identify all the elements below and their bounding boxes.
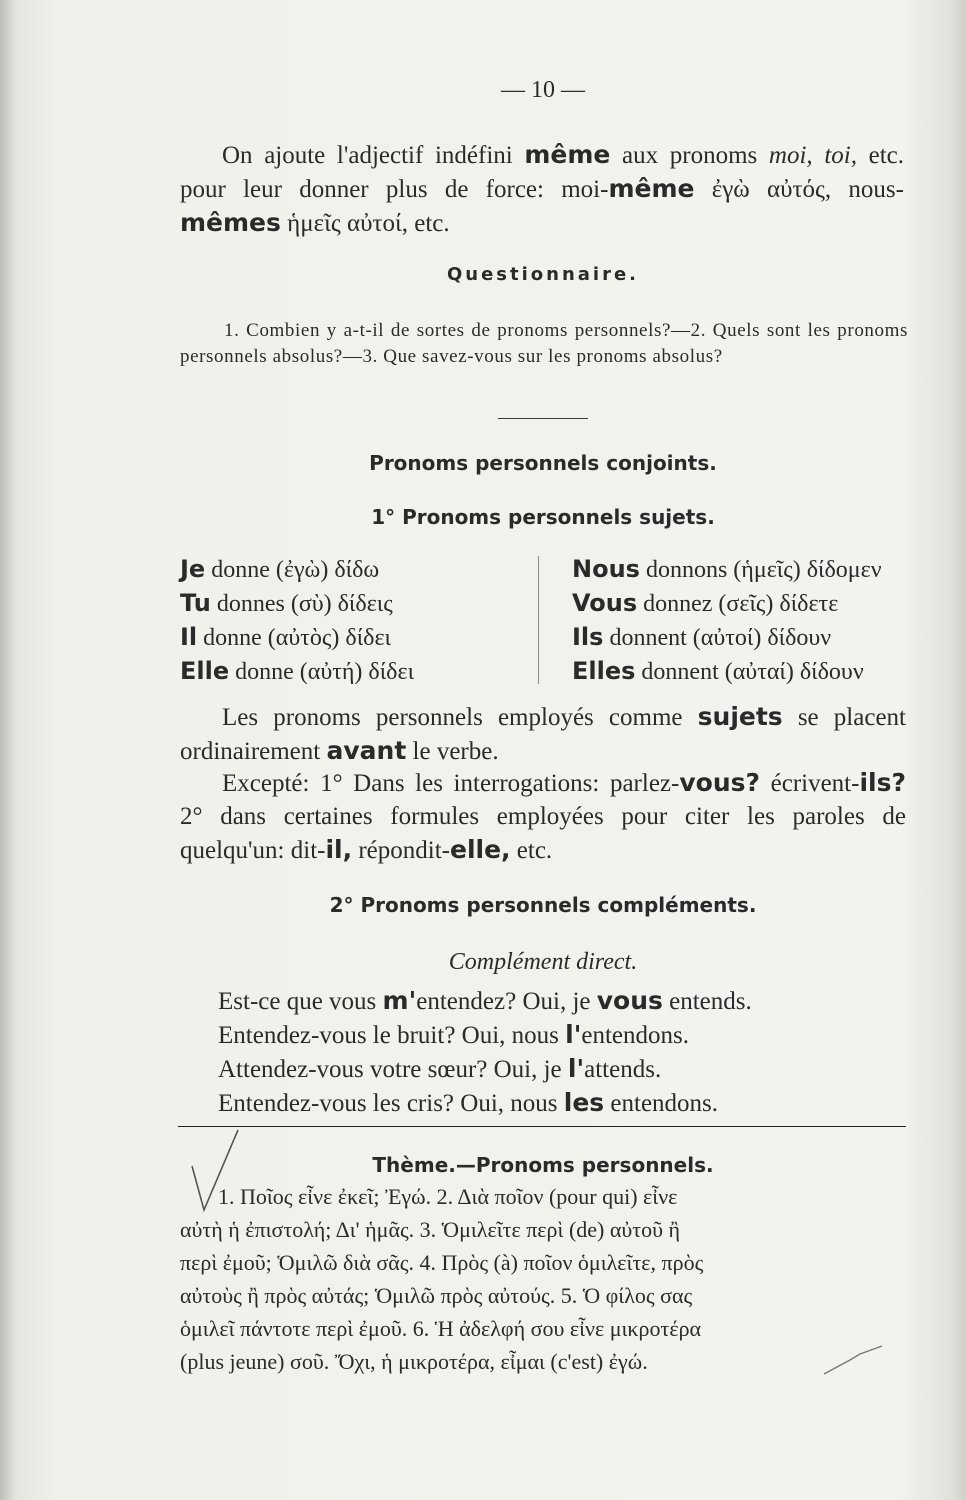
list-item: Entendez-vous le bruit? Oui, nous l'entendons. bbox=[218, 1020, 690, 1049]
conjugation-row: Elle donne (αὐτή) δίδει bbox=[180, 657, 415, 685]
conjugation-plural bbox=[572, 553, 882, 689]
section-title-complements: 2° Pronoms personnels compléments. bbox=[329, 893, 757, 917]
rule-paragraph-2: Excepté: 1° Dans les interrogations: parlez-vous? écrivent-ils? 2° dans certaines formules employées pour citer les paroles de quelqu'un: dit-il, répondit-elle, etc. bbox=[180, 768, 906, 864]
section-title-conjoints: Pronoms personnels conjoints. bbox=[369, 451, 717, 475]
conjugation-row: Vous donnez (σεῖς) δίδετε bbox=[572, 589, 839, 617]
conjugation-row: Tu donnes (σὺ) δίδεις bbox=[180, 589, 393, 617]
column-divider bbox=[538, 556, 539, 684]
list-item: Est-ce que vous m'entendez? Oui, je vous entends. bbox=[218, 986, 752, 1015]
conjugation-singular bbox=[180, 553, 414, 689]
theme-line: ὁμιλεῖ πάντοτε περὶ ἐμοῦ. 6. Ἡ ἀδελφή σου εἶνε μικροτέρα bbox=[180, 1316, 702, 1341]
list-item: Entendez-vous les cris? Oui, nous les entendons. bbox=[218, 1088, 719, 1117]
questionnaire-title: Questionnaire. bbox=[446, 264, 640, 285]
intro-paragraph: On ajoute l'adjectif indéfini même aux pronoms moi, toi, etc. pour leur donner plus de force: moi-même ἐγὼ αὐτός, nous-mêmes ἡμεῖς αὐτοί, etc. bbox=[180, 140, 904, 237]
questionnaire-text: 1. Combien y a-t-il de sortes de pronoms personnels?—2. Quels sont les pronoms personnels absolus?—3. Que savez-vous sur les pronoms absolus? bbox=[180, 320, 908, 367]
section-subtitle-sujets: 1° Pronoms personnels sujets. bbox=[371, 505, 715, 529]
rule-paragraph-1: Les pronoms personnels employés comme sujets se placent ordinairement avant le verbe. bbox=[180, 702, 906, 765]
theme-line: αὐτοὺς ἢ πρὸς αὐτάς; Ὁμιλῶ πρὸς αὐτούς. 5. Ὁ φίλος σας bbox=[180, 1283, 693, 1308]
conjugation-row: Elles donnent (αὐταί) δίδουν bbox=[572, 657, 864, 685]
theme-exercise bbox=[180, 1180, 906, 1378]
conjugation-row: Il donne (αὐτὸς) δίδει bbox=[180, 623, 392, 651]
short-divider bbox=[498, 418, 588, 419]
page-number: — 10 — bbox=[501, 77, 585, 103]
examples-list bbox=[218, 984, 752, 1120]
theme-line: περὶ ἐμοῦ; Ὁμιλῶ διὰ σᾶς. 4. Πρὸς (à) ποῖον ὁμιλεῖτε, πρὸς bbox=[180, 1250, 704, 1275]
theme-line: αὐτὴ ἡ ἐπιστολή; Δι' ἡμᾶς. 3. Ὁμιλεῖτε περὶ (de) αὐτοῦ ἢ bbox=[180, 1217, 681, 1242]
pencil-mark bbox=[820, 1340, 890, 1380]
theme-title: Thème.—Pronoms personnels. bbox=[372, 1153, 714, 1177]
section-subtitle-direct: Complément direct. bbox=[448, 949, 638, 975]
theme-line: 1. Ποῖος εἶνε ἐκεῖ; Ἐγώ. 2. Διὰ ποῖον (pour qui) εἶνε bbox=[218, 1184, 678, 1209]
theme-line: (plus jeune) σοῦ. Ὄχι, ἡ μικροτέρα, εἶμαι (c'est) ἐγώ. bbox=[180, 1349, 648, 1374]
conjugation-row: Nous donnons (ἡμεῖς) δίδομεν bbox=[572, 555, 882, 583]
conjugation-row: Ils donnent (αὐτοί) δίδουν bbox=[572, 623, 832, 651]
long-divider bbox=[178, 1126, 906, 1127]
list-item: Attendez-vous votre sœur? Oui, je l'attends. bbox=[218, 1054, 662, 1083]
conjugation-row: Je donne (ἐγὼ) δίδω bbox=[180, 555, 380, 583]
